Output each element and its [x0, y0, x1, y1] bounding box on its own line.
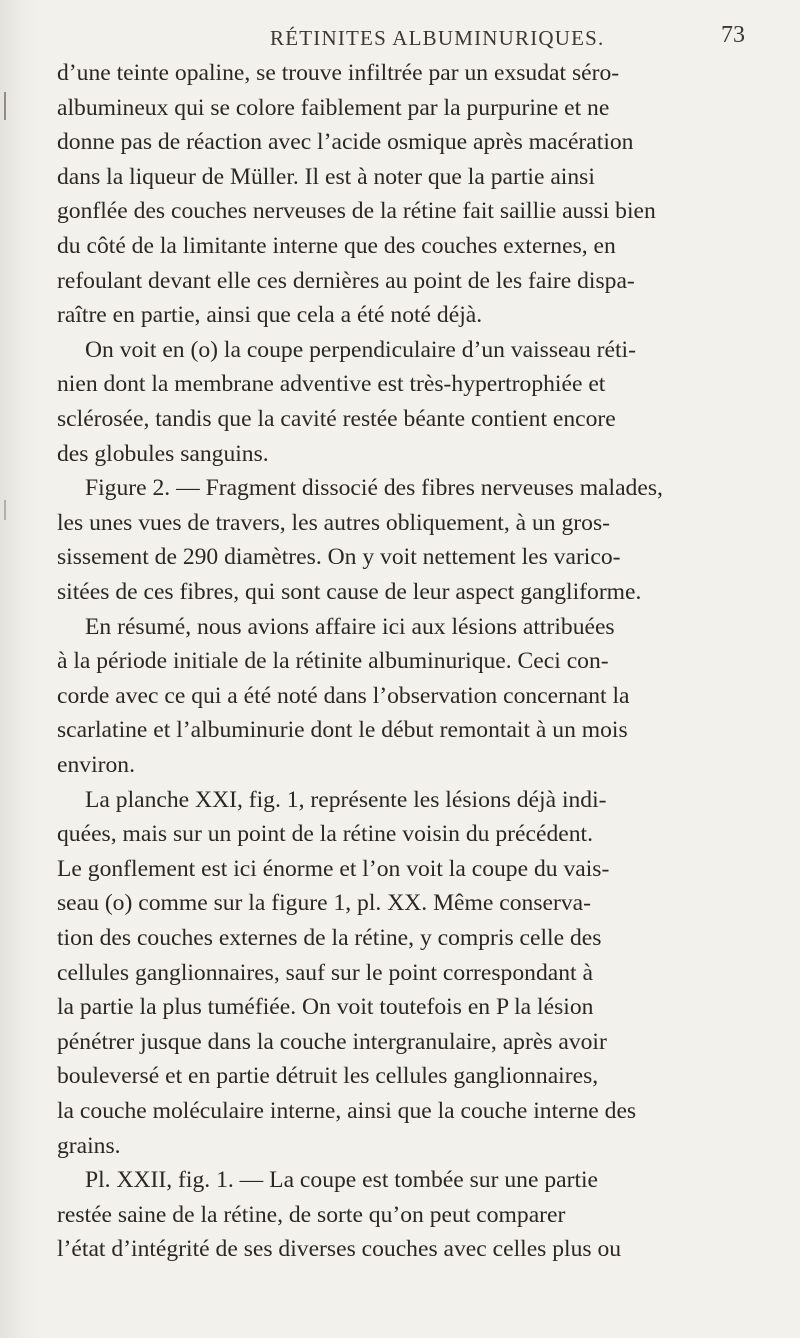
text-line: la partie la plus tuméfiée. On voit toutefois en P la lésion: [57, 994, 594, 1021]
text-line: scarlatine et l’albuminurie dont le début remontait à un mois: [57, 717, 628, 744]
scan-mark: [4, 92, 6, 120]
text-line: sissement de 290 diamètres. On y voit nettement les varico-: [57, 544, 621, 571]
text-line: seau (o) comme sur la figure 1, pl. XX. Même conserva-: [57, 890, 591, 917]
text-line: des globules sanguins.: [57, 440, 269, 467]
text-line: donne pas de réaction avec l’acide osmique après macération: [57, 129, 634, 156]
text-line: bouleversé et en partie détruit les cellules ganglionnaires,: [57, 1063, 599, 1090]
text-line: sitées de ces fibres, qui sont cause de leur aspect gangliforme.: [57, 579, 642, 605]
text-line: quées, mais sur un point de la rétine voisin du précédent.: [57, 821, 593, 848]
text-line: restée saine de la rétine, de sorte qu’on peut comparer: [57, 1201, 566, 1228]
text-line: pénétrer jusque dans la couche intergranulaire, après avoir: [57, 1028, 607, 1055]
text-line: cellules ganglionnaires, sauf sur le point correspondant à: [57, 959, 593, 986]
text-line: La planche XXI, fig. 1, représente les lésions déjà indi-: [85, 786, 607, 813]
text-line: nien dont la membrane adventive est très-hypertrophiée et: [57, 371, 606, 398]
text-line: refoulant devant elle ces dernières au point de les faire dispa-: [57, 267, 635, 294]
text-line: l’état d’intégrité de ses diverses couches avec celles plus ou: [57, 1236, 622, 1263]
text-line: gonflée des couches nerveuses de la rétine fait saillie aussi bien: [57, 198, 656, 225]
text-line: sclérosée, tandis que la cavité restée béante contient encore: [57, 406, 616, 432]
text-line: dans la liqueur de Müller. Il est à noter que la partie ainsi: [57, 163, 595, 190]
text-line: la couche moléculaire interne, ainsi que la couche interne des: [57, 1098, 637, 1124]
text-line: raître en partie, ainsi que cela a été noté déjà.: [57, 302, 483, 329]
text-line: à la période initiale de la rétinite albuminurique. Ceci con-: [57, 648, 609, 675]
text-line: d’une teinte opaline, se trouve infiltrée par un exsudat séro-: [57, 60, 620, 86]
text-line: On voit en (o) la coupe perpendiculaire d’un vaisseau réti-: [85, 336, 636, 363]
text-line: du côté de la limitante interne que des couches externes, en: [57, 233, 616, 259]
page-number: 73: [721, 22, 745, 48]
scan-mark: [4, 500, 6, 520]
text-line: environ.: [57, 752, 135, 778]
text-line: corde avec ce qui a été noté dans l’observation concernant la: [57, 682, 630, 709]
binding-shadow: [0, 0, 40, 1338]
text-line: Le gonflement est ici énorme et l’on voit la coupe du vais-: [57, 855, 610, 882]
text-line: Figure 2. — Fragment dissocié des fibres nerveuses malades,: [85, 475, 663, 502]
text-line: En résumé, nous avions affaire ici aux lésions attribuées: [85, 613, 615, 640]
text-line: grains.: [57, 1132, 121, 1159]
text-line: albumineux qui se colore faiblement par la purpurine et ne: [57, 94, 610, 121]
running-title: RÉTINITES ALBUMINURIQUES.: [270, 26, 605, 50]
text-line: tion des couches externes de la rétine, y compris celle des: [57, 925, 602, 951]
text-line: les unes vues de travers, les autres obliquement, à un gros-: [57, 509, 610, 536]
text-line: Pl. XXII, fig. 1. — La coupe est tombée sur une partie: [85, 1167, 599, 1194]
